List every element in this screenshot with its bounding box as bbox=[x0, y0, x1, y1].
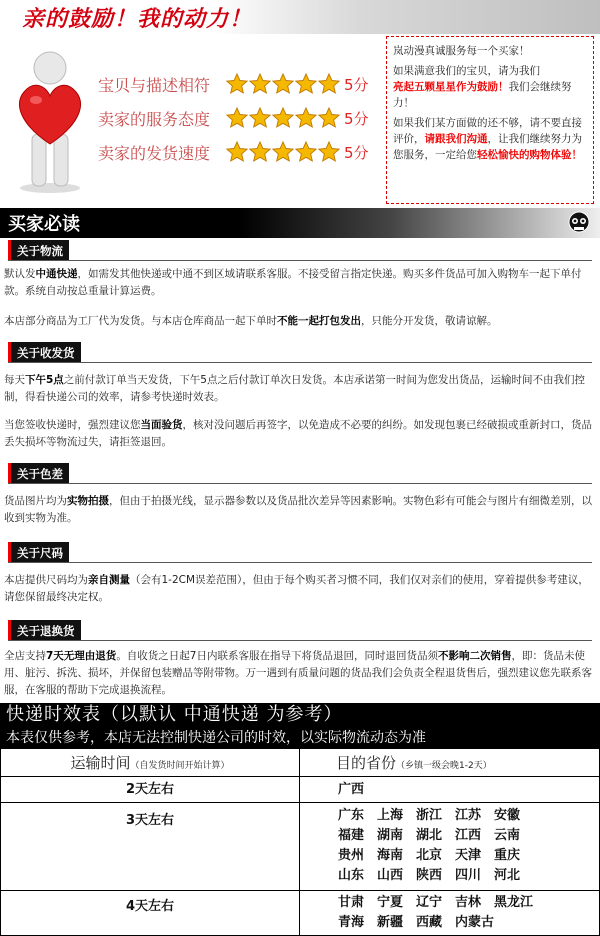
header-cell-province bbox=[299, 749, 600, 777]
star-icon bbox=[249, 141, 271, 163]
section-divider bbox=[8, 562, 592, 563]
section-tag-color: 关于色差 bbox=[8, 463, 69, 483]
province-line: 福建 湖南 湖北 江西 云南 bbox=[338, 828, 521, 843]
row-provinces bbox=[299, 891, 600, 935]
para-text: ，只能分开发货，敬请谅解。 bbox=[361, 315, 498, 327]
row-time: 2天左右 bbox=[125, 782, 175, 797]
para-text: 全店支持 bbox=[4, 650, 46, 662]
para-bold: 不影响二次销售 bbox=[438, 650, 512, 662]
express-title: 快递时效表（以默认 中通快递 为参考） bbox=[6, 704, 343, 725]
note-text: 如果满意我们的宝贝，请为我们 bbox=[393, 65, 540, 77]
para-text: ，如需发其他快递或中通不到区域请联系客服。不接受留言指定快递。购买多件货品可加入购物车一起下单付款。系统自动按总重量计算运费。 bbox=[4, 268, 582, 297]
para-text: 之前付款订单当天发货，下午5点之后付款订单次日发货。本店承诺第一时间为您发出货品，运输时间不由我们控制，得看快递公司的效率，请参考快递时效表。 bbox=[4, 374, 585, 403]
row-time: 3天左右 bbox=[125, 813, 175, 828]
note-highlight: 轻松愉快的购物体验！ bbox=[477, 149, 582, 161]
para-bold: 当面验货 bbox=[140, 419, 183, 431]
express-title-bar bbox=[0, 703, 600, 727]
star-icon bbox=[249, 73, 271, 95]
section-divider bbox=[8, 483, 592, 484]
skull-icon bbox=[566, 211, 592, 235]
star-icon bbox=[226, 73, 248, 95]
rating-score: 5分 bbox=[344, 109, 369, 128]
para-text: 默认发 bbox=[4, 268, 36, 280]
star-group bbox=[226, 73, 340, 95]
paragraph-size bbox=[4, 572, 596, 606]
para-text: ，核对没问题后再签字，以免造成不必要的纠纷。如发现包裹已经破损或重新封口，货品丢失损坏等物流过失，请拒签退回。 bbox=[4, 419, 592, 448]
row-provinces bbox=[299, 803, 600, 891]
para-text: 当您签收快递时，强烈建议您 bbox=[4, 419, 141, 431]
header-label: 目的省份 bbox=[336, 754, 397, 772]
banner-slogan: 亲的鼓励！我的动力！ bbox=[22, 6, 253, 32]
note-text: 评价， bbox=[393, 133, 425, 145]
section-divider bbox=[8, 640, 592, 641]
table-row bbox=[1, 891, 600, 935]
para-text: ，即：货品未使用、脏污、拆洗、损坏，并保留包装赠品等附带物。万一遇到有质量问题的货品我们会负责全程退货售后，强烈建议您先联系客服，在客服的帮助下完成退换流程。 bbox=[4, 650, 592, 696]
table-row bbox=[1, 803, 600, 891]
table-row bbox=[1, 777, 600, 803]
para-text: 本店提供尺码均为 bbox=[4, 574, 88, 586]
paragraph-returns bbox=[4, 648, 596, 699]
table-header bbox=[1, 749, 600, 777]
para-text: 每天 bbox=[4, 374, 25, 386]
para-text: （会有1-2CM误差范围），但由于每个购买者习惯不同，我们仅对亲们的使用，穿着提供参考建议，请您保留最终决定权。 bbox=[4, 574, 589, 603]
star-icon bbox=[272, 107, 294, 129]
express-table bbox=[0, 748, 600, 936]
section-tag-shipping: 关于收发货 bbox=[8, 342, 81, 362]
star-icon bbox=[272, 73, 294, 95]
paragraph-shipping-1 bbox=[4, 372, 596, 406]
rating-row-shipping bbox=[98, 140, 369, 164]
rating-label: 宝贝与描述相符 bbox=[98, 75, 211, 95]
note-paragraph-2 bbox=[393, 115, 587, 163]
para-text: 。自收货之日起7日内联系客服在指导下将货品退回，同时退回货品须 bbox=[116, 650, 438, 662]
row-time: 4天左右 bbox=[125, 899, 175, 914]
province-line: 广西 bbox=[338, 782, 365, 797]
express-subtitle: 本表仅供参考，本店无法控制快递公司的时效，以实际物流动态为准 bbox=[6, 730, 426, 746]
heart-figure-icon bbox=[10, 46, 90, 196]
para-bold: 实物拍摄 bbox=[67, 495, 109, 507]
row-provinces bbox=[299, 777, 600, 803]
star-icon bbox=[249, 107, 271, 129]
rating-score: 5分 bbox=[344, 143, 369, 162]
star-group bbox=[226, 107, 340, 129]
star-icon bbox=[318, 107, 340, 129]
para-text: 本店部分商品为工厂代为发货。与本店仓库商品一起下单时 bbox=[4, 315, 277, 327]
top-banner bbox=[0, 0, 600, 34]
rating-label: 卖家的服务态度 bbox=[98, 109, 211, 129]
section-tag-size: 关于尺码 bbox=[8, 542, 69, 562]
must-read-header bbox=[0, 208, 600, 238]
para-text: 货品图片均为 bbox=[4, 495, 67, 507]
province-line: 广东 上海 浙江 江苏 安徽 bbox=[338, 808, 521, 823]
note-highlight: 亮起五颗星星作为鼓励！ bbox=[393, 81, 509, 93]
header-note: （乡镇一级会晚1-2天） bbox=[396, 761, 492, 771]
star-icon bbox=[272, 141, 294, 163]
paragraph-logistics-2 bbox=[4, 313, 596, 330]
note-text: 我们会继续努力！ bbox=[393, 81, 572, 109]
star-icon bbox=[295, 107, 317, 129]
rating-label: 卖家的发货速度 bbox=[98, 143, 211, 163]
section-tag-logistics: 关于物流 bbox=[8, 240, 69, 260]
province-line: 贵州 海南 北京 天津 重庆 bbox=[338, 848, 521, 863]
province-line: 山东 山西 陕西 四川 河北 bbox=[338, 868, 521, 883]
rating-row-service bbox=[98, 106, 369, 130]
note-text: 您服务，一定给您 bbox=[393, 149, 477, 161]
star-group bbox=[226, 141, 340, 163]
rating-score: 5分 bbox=[344, 75, 369, 94]
service-note-box bbox=[386, 36, 594, 204]
section-divider bbox=[8, 260, 592, 261]
header-cell-time bbox=[1, 749, 299, 777]
section-divider bbox=[8, 362, 592, 363]
rating-row-description bbox=[98, 72, 369, 96]
star-icon bbox=[318, 73, 340, 95]
para-bold: 亲自测量 bbox=[88, 574, 130, 586]
star-icon bbox=[295, 73, 317, 95]
star-icon bbox=[226, 141, 248, 163]
note-text: 如果我们某方面做的还不够，请不要直接 bbox=[393, 117, 582, 129]
province-line: 青海 新疆 西藏 内蒙古 bbox=[338, 915, 495, 930]
para-bold: 中通快递 bbox=[35, 268, 78, 280]
note-highlight: 请跟我们沟通 bbox=[424, 133, 488, 145]
para-bold: 不能一起打包发出 bbox=[277, 315, 361, 327]
province-line: 甘肃 宁夏 辽宁 吉林 黑龙江 bbox=[338, 895, 534, 910]
must-read-title: 买家必读 bbox=[8, 214, 80, 235]
star-icon bbox=[295, 141, 317, 163]
para-bold: 7天无理由退货 bbox=[46, 650, 117, 662]
note-text: ，让我们继续努力为 bbox=[487, 133, 582, 145]
note-paragraph-1 bbox=[393, 63, 587, 111]
paragraph-logistics-1 bbox=[4, 266, 596, 300]
note-title: 岚动漫真诚服务每一个买家！ bbox=[393, 45, 530, 57]
para-bold: 下午5点 bbox=[25, 374, 64, 386]
para-text: ，但由于拍摄光线，显示器参数以及货品批次差异等因素影响。实物色彩有可能会与图片有细微差别，以收到实物为准。 bbox=[4, 495, 592, 524]
express-subtitle-bar bbox=[0, 727, 600, 749]
paragraph-shipping-2 bbox=[4, 417, 596, 451]
header-label: 运输时间 bbox=[70, 754, 131, 772]
star-icon bbox=[318, 141, 340, 163]
section-tag-returns: 关于退换货 bbox=[8, 620, 81, 640]
star-icon bbox=[226, 107, 248, 129]
paragraph-color bbox=[4, 493, 596, 527]
header-note: （自发货时间开始计算） bbox=[130, 761, 230, 771]
